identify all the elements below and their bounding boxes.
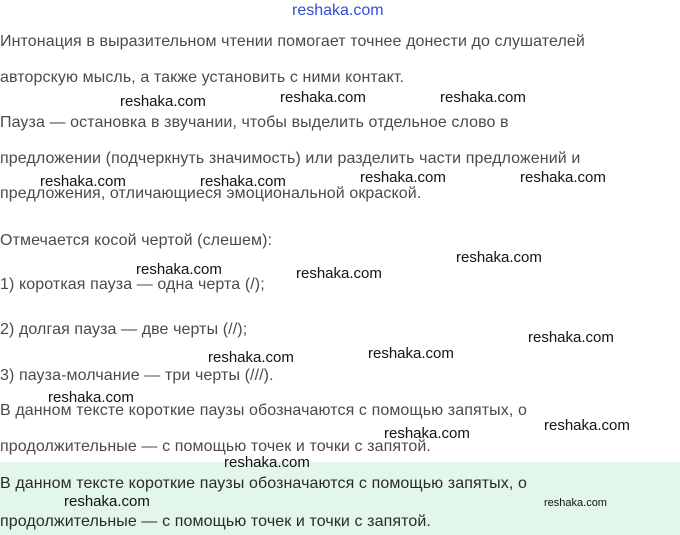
pause-line-1: Пауза — остановка в звучании, чтобы выделить отдельное слово в (0, 114, 509, 131)
watermark: reshaka.com (136, 261, 222, 278)
top-watermark[interactable]: reshaka.com (292, 2, 384, 19)
watermark: reshaka.com (544, 497, 607, 509)
watermark: reshaka.com (360, 169, 446, 186)
watermark: reshaka.com (528, 329, 614, 346)
conclusion-line-2: продолжительные — с помощью точек и точки с запятой. (0, 438, 431, 455)
marking-line: Отмечается косой чертой (слешем): (0, 232, 273, 249)
watermark: reshaka.com (544, 417, 630, 434)
watermark: reshaka.com (48, 389, 134, 406)
list-item-3: 3) пауза-молчание — три черты (///). (0, 367, 274, 384)
watermark: reshaka.com (280, 89, 366, 106)
watermark: reshaka.com (440, 89, 526, 106)
pause-line-2: предложении (подчеркнуть значимость) или разделить части предложений и (0, 150, 581, 167)
intro-line-1: Интонация в выразительном чтении помогает точнее донести до слушателей (0, 33, 585, 50)
watermark: reshaka.com (520, 169, 606, 186)
list-item-2: 2) долгая пауза — две черты (//); (0, 321, 248, 338)
highlighted-line-1: В данном тексте короткие паузы обозначаются с помощью запятых, о (0, 475, 527, 492)
watermark: reshaka.com (64, 493, 150, 510)
watermark: reshaka.com (224, 454, 310, 471)
highlighted-line-2: продолжительные — с помощью точек и точки с запятой. (0, 513, 431, 530)
watermark: reshaka.com (40, 173, 126, 190)
watermark: reshaka.com (456, 249, 542, 266)
intro-line-2: авторскую мысль, а также установить с ними контакт. (0, 69, 405, 86)
watermark: reshaka.com (368, 345, 454, 362)
watermark: reshaka.com (296, 265, 382, 282)
list-item-1: 1) короткая пауза — одна черта (/); (0, 276, 265, 293)
pause-line-3: предложения, отличающиеся эмоциональной окраской. (0, 185, 422, 202)
conclusion-line-1: В данном тексте короткие паузы обозначаются с помощью запятых, о (0, 402, 527, 419)
watermark: reshaka.com (200, 173, 286, 190)
watermark: reshaka.com (384, 425, 470, 442)
watermark: reshaka.com (120, 93, 206, 110)
watermark: reshaka.com (208, 349, 294, 366)
